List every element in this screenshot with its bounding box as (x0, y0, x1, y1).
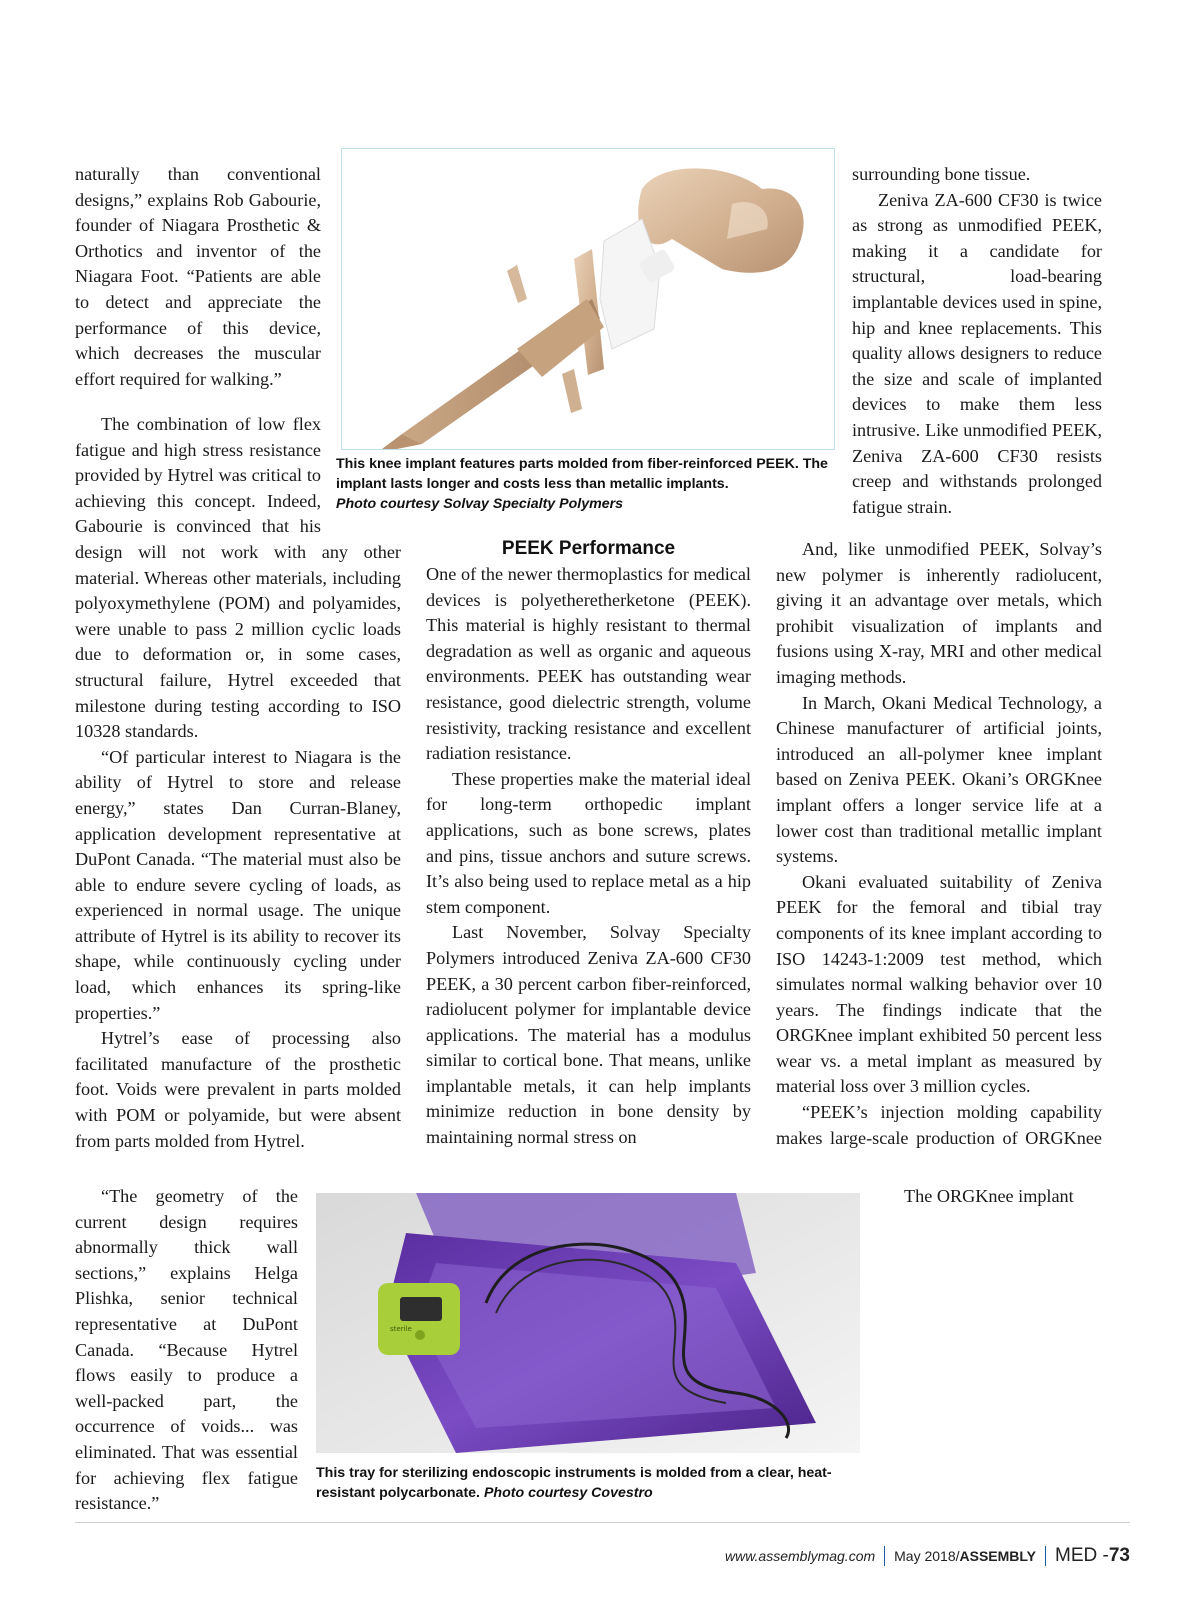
footer (725, 1545, 1130, 1567)
footer-issue: May 2018/ (894, 1548, 960, 1564)
col2-paragraph-2: These properties make the material ideal for long-term orthopedic implant applications, such as bone screws, plates and pins, tissue anchors and suture screws. It’s also being used to replace metal as a hip stem component. (426, 768, 751, 917)
tray-illustration (316, 1193, 860, 1453)
col3-paragraph-6: “PEEK’s injection molding capability makes large-scale production of ORGKnee (776, 1102, 1102, 1148)
column-3-upper (852, 162, 1102, 520)
col1-paragraph-5: “The geometry of the current design requires abnormally thick wall sections,” explains Helga Plishka, senior technical representative at DuPont Canada. “Because Hytrel flows easily to produce a well-packed part, the occurrence of voids... was eliminated. That was essential for achieving flex fatigue resistance.” (75, 1186, 298, 1514)
col3-paragraph-4: In March, Okani Medical Technology, a Chinese manufacturer of artificial joints, introduced an all-polymer knee implant based on Zeniva PEEK. Okani’s ORGKnee implant offers a longer service life at a lower cost than traditional metallic implant systems. (776, 692, 1102, 867)
footer-section: MED - (1055, 1545, 1109, 1566)
col1-paragraph-4: Hytrel’s ease of processing also facilitated manufacture of the prosthetic foot. Voids were prevalent in parts molded with POM or polyamide, but were absent from parts molded from Hytrel. (75, 1028, 401, 1151)
footer-separator-2 (1045, 1546, 1046, 1566)
col3-paragraph-1: surrounding bone tissue. (852, 164, 1031, 184)
col3-paragraph-5: Okani evaluated suitability of Zeniva PEEK for the femoral and tibial tray components of its knee implant according to ISO 14243-1:2009 test method, which simulates normal walking behavior over 10 years. The findings indicate that the ORGKnee implant exhibited 50 percent less wear vs. a metal implant as measured by material loss over 3 million cycles. (776, 871, 1102, 1097)
figure1-credit: Photo courtesy Solvay Specialty Polymers (336, 496, 624, 512)
col3-paragraph-3: And, like unmodified PEEK, Solvay’s new polymer is inherently radiolucent, giving it an advantage over metals, which prohibit visualization of implants and fusions using X-ray, MRI and other medical imaging methods. (776, 539, 1102, 687)
col1-paragraph-2: The combination of low flex fatigue and high stress resistance provided by Hytrel was critical to achieving this concept. Indeed, Gabourie is convinced that his design will not work with any other material. Whereas other materials, including polyoxymethylene (POM) and polyamides, were unable to pass 2 million cyclic loads due to deformation or, in some cases, structural failure, Hytrel exceeded that milestone during testing according to ISO 10328 standards. (75, 414, 401, 742)
knee-implant-illustration (342, 149, 834, 449)
page-number: 73 (1108, 1545, 1130, 1566)
col3-paragraph-7: The ORGKnee implant (904, 1186, 1074, 1206)
footer-magazine: ASSEMBLY (959, 1548, 1037, 1564)
col2-paragraph-3: Last November, Solvay Specialty Polymers introduced Zeniva ZA-600 CF30 PEEK, a 30 percent carbon fiber-reinforced, radiolucent polymer for implantable device applications. The material has a modulus similar to cortical bone. That means, unlike implantable metals, it can help implants minimize reduction in bone density by maintaining normal stress on (426, 922, 751, 1148)
col1-paragraph-3: “Of particular interest to Niagara is the ability of Hytrel to store and release energy,” states Dan Curran-Blaney, application development representative at DuPont Canada. “The material must also be able to endure severe cycling of loads, as experienced in normal usage. The unique attribute of Hytrel is its ability to recover its shape, while continuously cycling under load, which enhances its spring-like properties.” (75, 746, 401, 1023)
figure1-caption (336, 454, 846, 514)
footer-rule (75, 1522, 1130, 1523)
column-1-mid (75, 412, 401, 1154)
col2-paragraph-1: One of the newer thermoplastics for medical devices is polyetheretherketone (PEEK). This material is highly resistant to thermal degradation as well as organic and aqueous environments. PEEK has outstanding wear resistance, good dielectric strength, volume resistivity, tracking resistance and excellent radiation resistance. (426, 564, 751, 764)
figure2-caption (316, 1463, 861, 1503)
column-1-lower (75, 1184, 298, 1517)
col3-paragraph-2: Zeniva ZA-600 CF30 is twice as strong as unmodified PEEK, making it a candidate for structural, load-bearing implantable devices used in spine, hip and knee replacements. This quality allows designers to reduce the size and scale of implanted devices to make them less intrusive. Like unmodified PEEK, Zeniva ZA-600 CF30 resists creep and withstands prolonged fatigue strain. (852, 189, 1102, 517)
column-2 (426, 562, 751, 1151)
column-3-lower (878, 1184, 1102, 1210)
figure1-caption-text: This knee implant features parts molded from fiber-reinforced PEEK. The implant lasts longer and costs less than metallic implants. (336, 456, 828, 492)
column-1-upper (75, 162, 321, 392)
device-label: sterile (390, 1325, 412, 1333)
col1-paragraph-1: naturally than conventional designs,” explains Rob Gabourie, founder of Niagara Prosthetic & Orthotics and inventor of the Niagara Foot. “Patients are able to detect and appreciate the performance of this device, which decreases the muscular effort required for walking.” (75, 164, 321, 389)
column-3 (776, 537, 1102, 1151)
sterilization-tray-figure (316, 1193, 860, 1453)
figure2-credit: Photo courtesy Covestro (483, 1485, 653, 1501)
figure2-caption-text: This tray for sterilizing endoscopic instruments is molded from a clear, heat-resistant polycarbonate. (316, 1465, 832, 1501)
section-heading: PEEK Performance (501, 538, 676, 559)
footer-separator (884, 1546, 885, 1566)
footer-url[interactable]: www.assemblymag.com (724, 1548, 876, 1564)
knee-implant-figure (341, 148, 835, 450)
